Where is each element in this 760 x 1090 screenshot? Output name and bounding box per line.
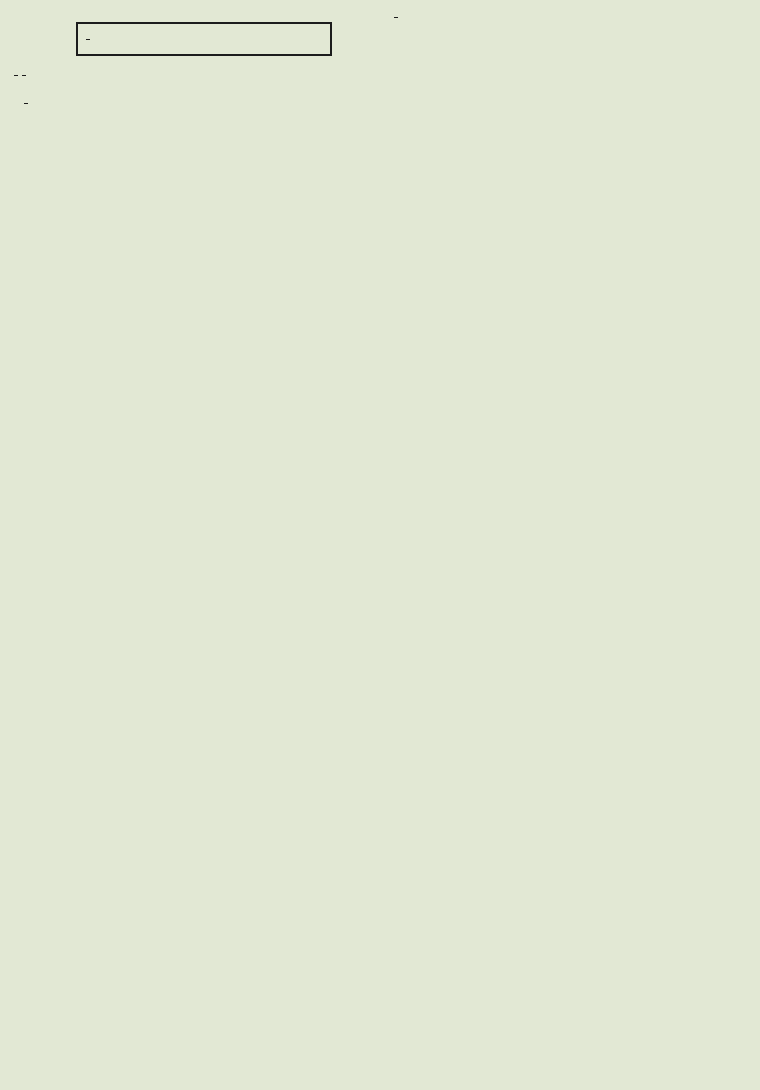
fraction-numerator bbox=[14, 75, 18, 76]
fraction-numerator bbox=[22, 75, 26, 76]
equation-t bbox=[394, 8, 750, 26]
eq-fraction bbox=[86, 39, 90, 40]
left-column bbox=[14, 6, 386, 120]
equation-l0 bbox=[24, 94, 386, 112]
equation-14-row bbox=[14, 22, 386, 56]
eq-fraction bbox=[24, 103, 28, 104]
eq-fraction bbox=[22, 75, 26, 76]
figure-9 bbox=[318, 440, 760, 1086]
right-column bbox=[394, 6, 750, 34]
nomogram-svg bbox=[318, 440, 760, 1086]
fraction-numerator bbox=[24, 103, 28, 104]
eq-fraction bbox=[14, 75, 18, 76]
eq-fraction bbox=[394, 17, 398, 18]
equation-v bbox=[14, 66, 386, 84]
fraction-numerator bbox=[394, 17, 398, 18]
fraction-numerator bbox=[86, 39, 90, 40]
equation-14-box bbox=[76, 22, 332, 56]
